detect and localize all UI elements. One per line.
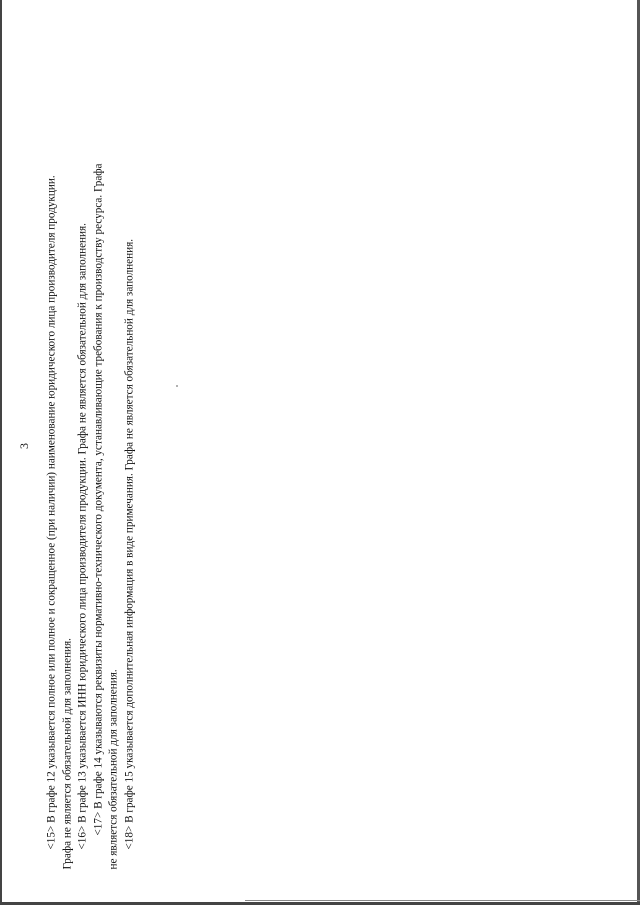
footnotes-block xyxy=(45,30,140,870)
footnote-17-line-2: не является обязательной для заполнения. xyxy=(107,669,120,870)
footnote-17-line-1: <17> В графе 14 указываются реквизиты нормативно-технического документа, устанавливающие требования к производству ресурса. Графа xyxy=(92,163,104,836)
footnote-15-line-2: Графа не является обязательной для заполнения. xyxy=(61,638,73,870)
footnote-16: <16> В графе 13 указывается ИНН юридического лица производителя продукции. Графа не является обязательной для заполнения. xyxy=(76,223,89,850)
page-number: 3 xyxy=(17,443,31,449)
page-edge-left xyxy=(0,0,2,905)
footnote-15-line-1: <15> В графе 12 указывается полное или полное и сокращенное (при наличии) наименование юридического лица производителя продукции. xyxy=(45,175,58,850)
page-edge-bottom-faint xyxy=(245,900,640,901)
footnote-18: <18> В графе 15 указывается дополнительная информация в виде примечания. Графа не является обязательной для заполнения. xyxy=(123,238,135,850)
scan-speck xyxy=(176,385,178,387)
